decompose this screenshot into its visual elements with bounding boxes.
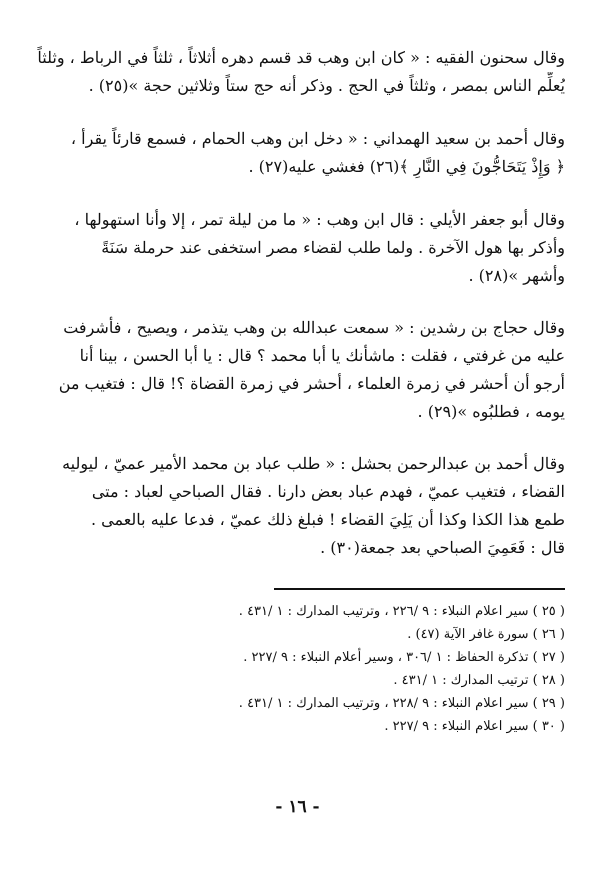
text-line: عليه من غرفتي ، فقلت : ماشأنك يا أبا محمد ؟ قال : يا أبا الحسن ، بينا أنا: [79, 346, 565, 365]
text-line: وأذكر بها هول الآخرة . ولما طلب لقضاء مصر استخفى عند حرملة سَنَةً: [101, 238, 565, 257]
text-line: طمع هذا الكذا وكذا أن يَلِيَ القضاء ! فبلغ ذلك عميّ ، فدعا عليه بالعمى .: [90, 510, 565, 529]
paragraph-bahshal: [17, 450, 565, 562]
footnote: ( ٢٩ ) سير اعلام النبلاء : ٩ /٢٢٨ ، وترتيب المدارك : ١ /٤٣١ .: [238, 696, 565, 711]
text-line: وقال أبو جعفر الأيلي : قال ابن وهب : « ما من ليلة تمر ، إلا وأنا استهولها ،: [74, 210, 565, 229]
footnotes: [17, 600, 565, 738]
text-line: وقال أحمد بن سعيد الهمداني : « دخل ابن وهب الحمام ، فسمع قارئاً يقرأ ،: [70, 129, 565, 148]
footnote: ( ٢٧ ) تذكرة الحفاظ : ١ /٣٠٦ ، وسير أعلام النبلاء : ٩ /٢٢٧ .: [243, 650, 565, 665]
text-line: أرجو أن أحشر في زمرة العلماء ، أحشر في زمرة القضاة ؟! قال : فتغيب من: [58, 374, 565, 393]
text-line: ﴿ وَإِذْ يَتَحَاجُّونَ فِي النَّارِ ﴾(٢٦) فغشي عليه(٢٧) .: [248, 157, 565, 176]
footnote: ( ٢٥ ) سير اعلام النبلاء : ٩ /٢٢٦ ، وترتيب المدارك : ١ /٤٣١ .: [238, 604, 565, 619]
text-line: وقال أحمد بن عبدالرحمن بحشل : « طلب عباد بن محمد الأمير عميّ ، ليوليه: [62, 454, 565, 473]
footnote: ( ٢٦ ) سورة غافر الآية (٤٧) .: [407, 627, 565, 642]
page-number: - ١٦ -: [275, 797, 320, 817]
footnote: ( ٣٠ ) سير اعلام النبلاء : ٩ /٢٢٧ .: [384, 719, 565, 734]
paragraph-hajjaj: [17, 314, 565, 426]
text-line: وقال سحنون الفقيه : « كان ابن وهب قد قسم دهره أثلاثاً ، ثلثاً في الرباط ، وثلثاً: [37, 48, 565, 67]
paragraph-ayli: [17, 206, 565, 290]
text-line: قال : فَعَمِيَ الصباحي بعد جمعة(٣٠) .: [320, 538, 565, 557]
paragraph-sahnun: [17, 44, 565, 100]
text-line: القضاء ، فتغيب عميّ ، فهدم عباد بعض دارنا . فقال الصباحي لعباد : متى: [91, 482, 565, 501]
footnote: ( ٢٨ ) ترتيب المدارك : ١ /٤٣١ .: [393, 673, 565, 688]
text-line: وأشهر »(٢٨) .: [468, 266, 565, 285]
footnote-divider: [274, 588, 565, 590]
text-line: يُعلِّم الناس بمصر ، وثلثاً في الحج . وذكر أنه حج ستاً وثلاثين حجة »(٢٥) .: [88, 76, 565, 95]
text-line: يومه ، فطلبُوه »(٢٩) .: [417, 402, 565, 421]
paragraph-hamdani: [17, 125, 565, 181]
text-line: وقال حجاج بن رشدين : « سمعت عبدالله بن وهب يتذمر ، ويصيح ، فأشرفت: [63, 318, 565, 337]
